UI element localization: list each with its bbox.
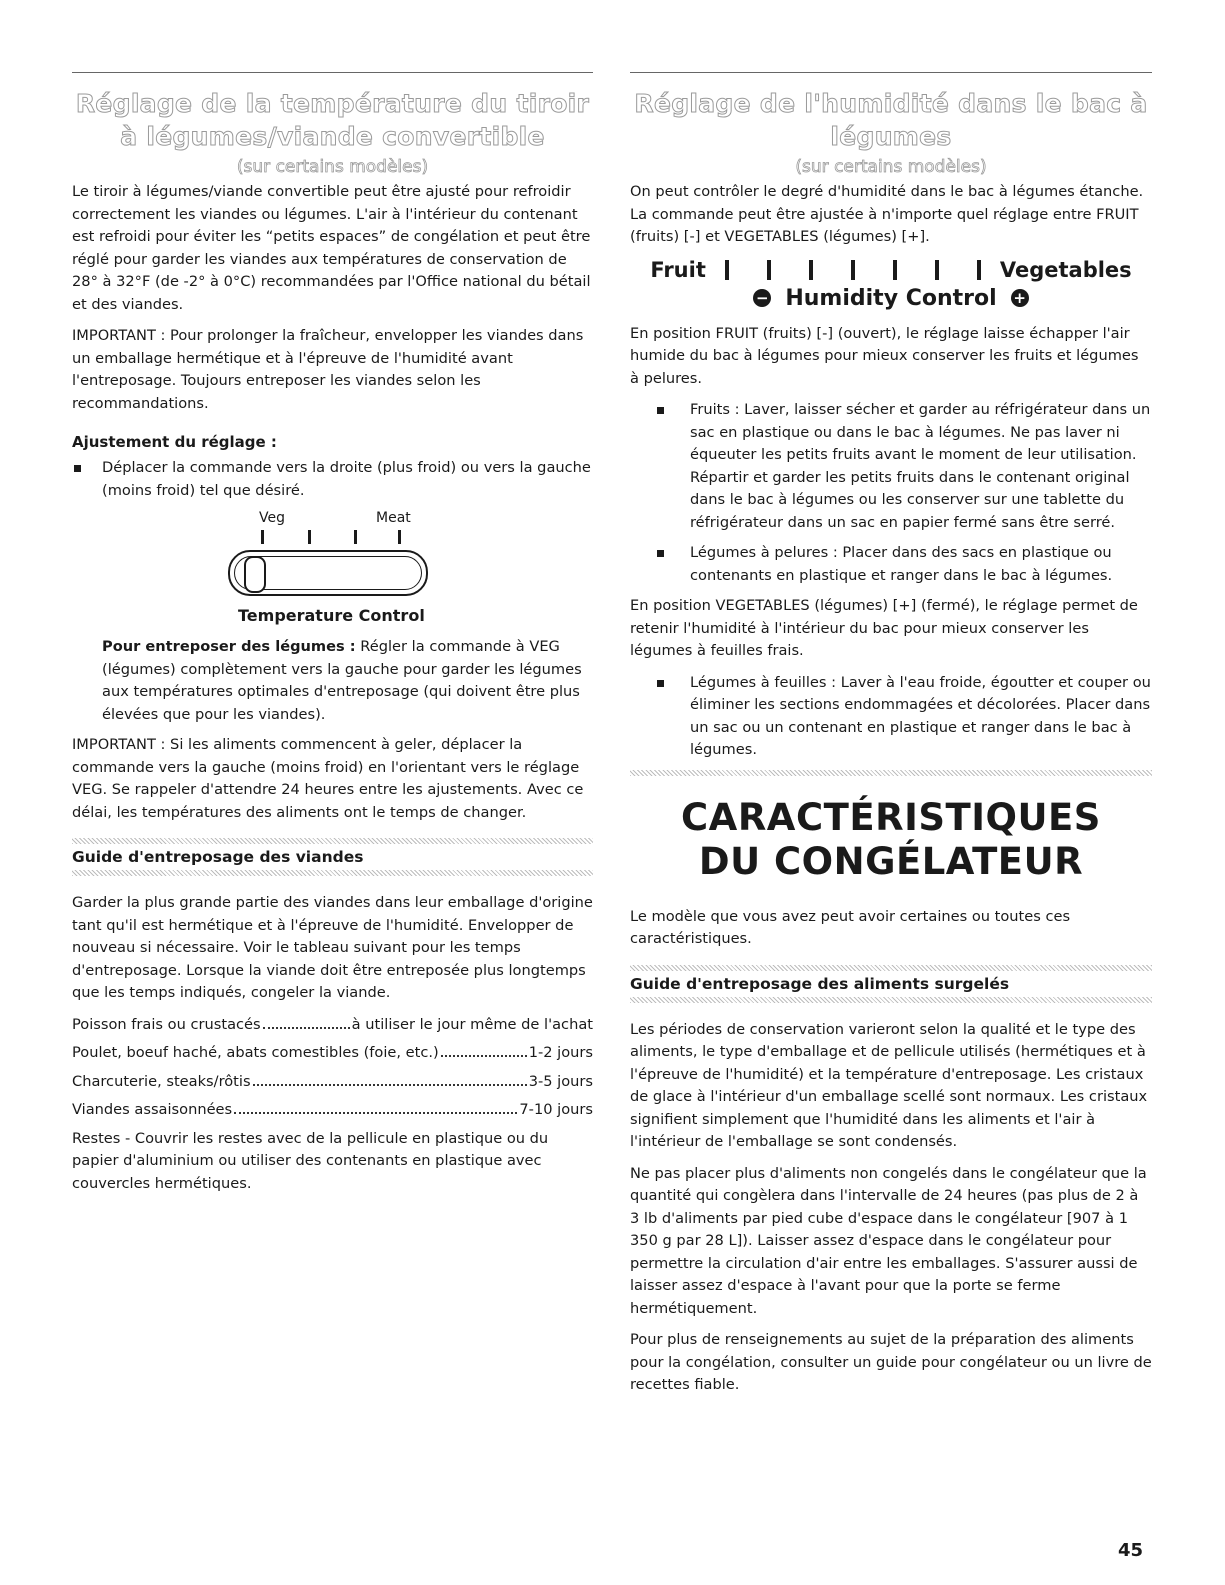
storage-item: Poulet, boeuf haché, abats comestibles (foie, etc.) [72,1044,439,1061]
important-note: IMPORTANT : Pour prolonger la fraîcheur, envelopper les viandes dans un emballage hermétique et à l'épreuve de l'humidité avant l'entreposage. Toujours entreposer les viandes selon les recommandations. [72,327,584,412]
storage-time: 3-5 jours [528,1072,593,1090]
adjust-list [72,457,593,502]
meat-guide-title: Guide d'entreposage des viandes [72,848,364,866]
tick-mark [398,530,401,544]
scale-bar [725,260,729,280]
veg-label: Veg [259,510,285,526]
list-item: Légumes à feuilles : Laver à l'eau froide, égoutter et couper ou éliminer les sections endommagées et décolorées. Placer dans un sac ou un contenant en plastique et ranger dans le bac à légumes. [630,672,1152,762]
veg-note-body: Régler la commande à VEG (légumes) complètement vers la gauche pour garder les légumes aux températures optimales d'entreposage (qui doivent être plus élevées que pour les viandes). [102,638,582,723]
scale-bar [893,260,897,280]
left-column [72,72,593,1204]
humidity-control [630,286,1152,311]
tick-mark [261,530,264,544]
section-title-humidity: Réglage de l'humidité dans le bac à légumes [634,89,1148,151]
adjust-heading: Ajustement du réglage : [72,433,277,451]
scale-bar [767,260,771,280]
adjust-bullet: Déplacer la commande vers la droite (plus froid) ou vers la gauche (moins froid) tel que désiré. [72,457,593,502]
scale-bar [977,260,981,280]
storage-item: Poisson frais ou crustacés [72,1015,261,1033]
frozen-paragraph-2: Ne pas placer plus d'aliments non congelés dans le congélateur que la quantité qui congèlera dans l'intervalle de 24 heures (pas plus de 2 à 3 lb d'aliments par pied cube d'espace dans le congélateur [907 à 1 350 g par 28 L]). Laisser assez d'espace dans le congélateur pour permettre la circulation d'air entre les emballages. S'assurer aussi de laisser assez d'espace à l'avant pour que la porte se ferme hermétiquement. [630,1164,1147,1317]
minus-icon: − [753,289,771,307]
hatch-rule [630,770,1152,776]
scale-bar [809,260,813,280]
frozen-paragraph-1: Les périodes de conservation varieront selon la qualité et le type des aliments, le type d'emballage et de pellicule utilisés (hermétiques et à l'épreuve de l'humidité) et la température d'entreposage. Les cristaux de glace à l'intérieur d'un emballage scellé sont normaux. Les cristaux signifient simplement que l'humidité dans les aliments et l'air à l'intérieur de l'emballage se sont condensés. [630,1020,1148,1150]
frozen-guide-header [630,965,1152,1003]
top-rule [72,72,593,73]
leftovers-paragraph: Restes - Couvrir les restes avec de la pellicule en plastique ou du papier d'aluminium ou utiliser des contenants en plastique avec couvercles hermétiques. [72,1129,549,1192]
storage-row [72,1014,593,1037]
temperature-control-diagram [72,510,593,630]
scale-bar [935,260,939,280]
temperature-control-label: Temperature Control [238,606,425,625]
vegetables-label: Vegetables [999,257,1132,282]
veg-note-text [72,636,593,726]
right-column [630,72,1152,1406]
plus-icon: + [1011,289,1029,307]
important-note-2: IMPORTANT : Si les aliments commencent à geler, déplacer la commande vers la gauche (moins froid) en l'orientant vers le réglage VEG. Se rappeler d'attendre 24 heures entre les ajustements. Avec ce délai, les températures des aliments ont le temps de changer. [72,736,584,821]
storage-table [72,1014,593,1122]
section-title-temperature: Réglage de la température du tiroir à légumes/viande convertible [75,89,590,151]
freezer-title-line-2: DU CONGÉLATEUR [698,839,1084,883]
storage-row [72,1042,593,1065]
intro-paragraph: Le tiroir à légumes/viande convertible peut être ajusté pour refroidir correctement les viandes ou légumes. L'air à l'intérieur du contenant est refroidi pour éviter les “petits espaces” de congélation et peut être réglé pour garder les viandes aux températures de conservation de 28° à 32°F (de -2° à 0°C) recommandées par l'Office national du bétail et des viandes. [72,183,591,313]
slider-knob[interactable] [244,556,266,593]
list-item: Légumes à pelures : Placer dans des sacs en plastique ou contenants en plastique et ranger dans le bac à légumes. [630,542,1152,587]
section-subtitle: (sur certains modèles) [795,157,987,177]
list-item: Fruits : Laver, laisser sécher et garder au réfrigérateur dans un sac en plastique ou dans le bac à légumes. Ne pas laver ni équeuter les petits fruits avant le moment de leur utilisation. Répartir et garder les petits fruits dans le contenant original dans le bac à légumes ou les conserver sur une tablette du réfrigérateur dans un sac en papier fermé sans être serré. [630,399,1152,534]
veg-note [72,636,593,726]
freezer-title-line-1: CARACTÉRISTIQUES [681,795,1101,839]
meat-guide-intro: Garder la plus grande partie des viandes dans leur emballage d'origine tant qu'il est hermétique et à l'épreuve de l'humidité. Envelopper de nouveau si nécessaire. Voir le tableau suivant pour les temps d'entreposage. Lorsque la viande doit être entreposée plus longtemps que les temps indiqués, congeler la viande. [72,894,593,1001]
humidity-intro: On peut contrôler le degré d'humidité dans le bac à légumes étanche. La commande peut être ajustée à n'importe quel réglage entre FRUIT (fruits) [-] et VEGETABLES (légumes) [+]. [630,183,1144,245]
section-subtitle: (sur certains modèles) [236,157,429,177]
page-number: 45 [1117,1540,1143,1561]
humidity-control-label: Humidity Control [785,285,997,311]
tick-mark [354,530,357,544]
freezer-features-title [630,796,1152,884]
fruit-label: Fruit [650,257,706,282]
tick-mark [308,530,311,544]
temperature-slider[interactable] [228,550,428,596]
meat-label: Meat [376,510,411,526]
storage-item: Viandes assaisonnées [72,1101,233,1118]
storage-row [72,1071,593,1094]
humidity-scale [630,258,1152,282]
storage-row [72,1099,593,1122]
frozen-paragraph-3: Pour plus de renseignements au sujet de la préparation des aliments pour la congélation, consulter un guide pour congélateur ou un livre de recettes fiable. [630,1331,1152,1393]
veg-note-lead: Pour entreposer des légumes : [102,638,356,655]
veg-bullets [630,672,1152,762]
meat-guide-header [72,838,593,876]
hatch-rule [72,870,593,876]
storage-time: à utiliser le jour même de l'achat [351,1015,593,1033]
storage-time: 7-10 jours [519,1101,593,1118]
features-intro: Le modèle que vous avez peut avoir certaines ou toutes ces caractéristiques. [630,907,1071,947]
top-rule [630,72,1152,73]
fruit-bullets [630,399,1152,587]
veg-position-paragraph: En position VEGETABLES (légumes) [+] (fermé), le réglage permet de retenir l'humidité à l'intérieur du bac pour mieux conserver les légumes à feuilles frais. [630,597,1138,659]
storage-item: Charcuterie, steaks/rôtis [72,1072,251,1090]
hatch-rule [630,997,1152,1003]
fruit-position-paragraph: En position FRUIT (fruits) [-] (ouvert), le réglage laisse échapper l'air humide du bac à légumes pour mieux conserver les fruits et légumes à pelures. [630,324,1139,387]
storage-time: 1-2 jours [528,1044,593,1061]
frozen-guide-title: Guide d'entreposage des aliments surgelés [630,974,1010,993]
scale-bar [851,260,855,280]
